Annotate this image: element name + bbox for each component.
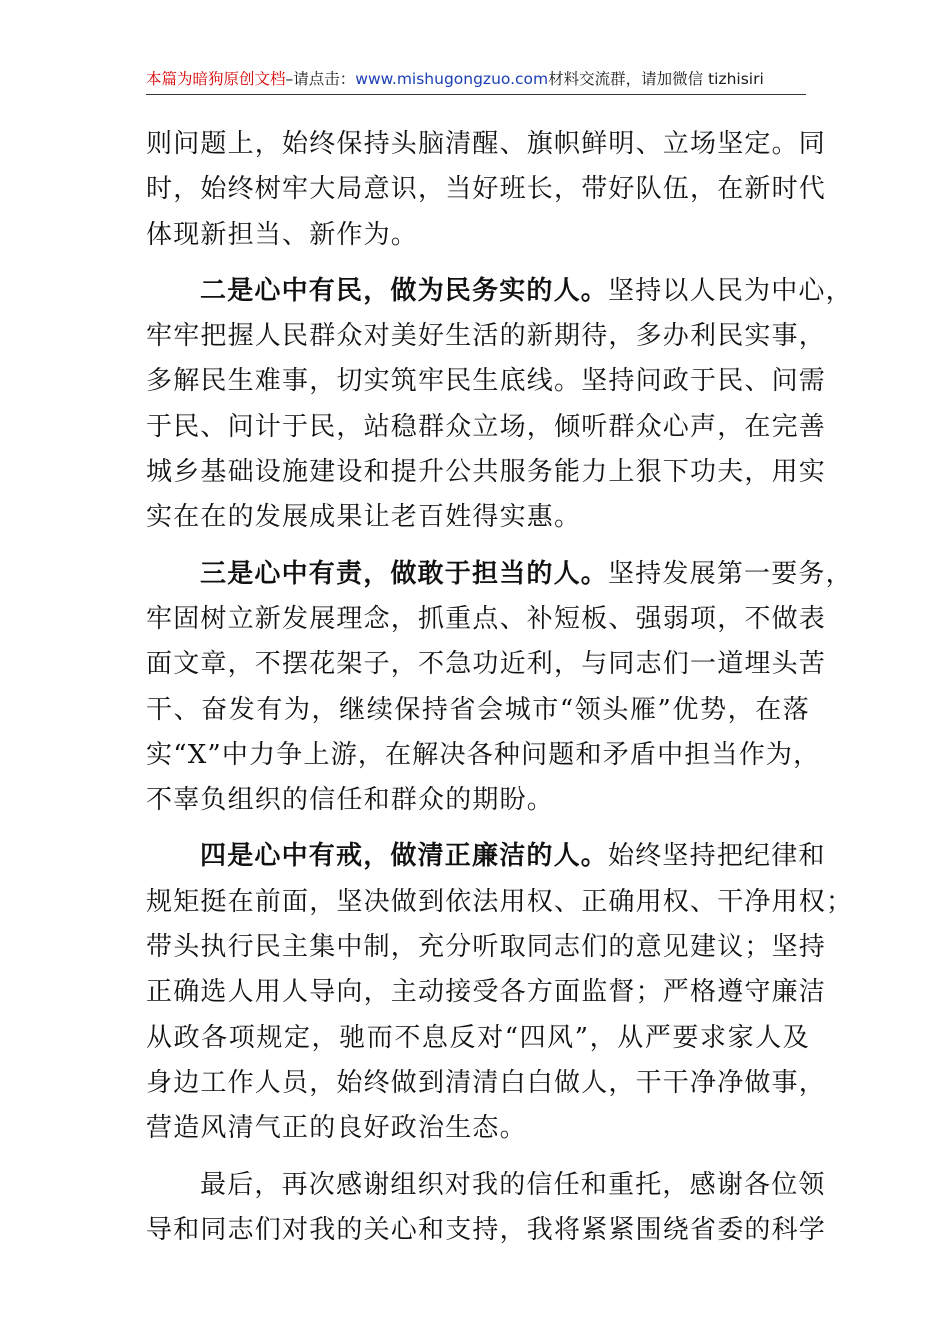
text-line: 带头执行民主集中制，充分听取同志们的意见建议；坚持 — [146, 932, 827, 963]
paragraph-discipline — [146, 834, 854, 1151]
paragraph-heading: 三是心中有责，做敢于担当的人。 — [200, 558, 609, 589]
page-header — [146, 68, 806, 90]
text-line: 不辜负组织的信任和群众的期盼。 — [146, 785, 555, 816]
text-line: 营造风清气正的良好政治生态。 — [146, 1113, 527, 1144]
text-line: 则问题上，始终保持头脑清醒、旗帜鲜明、立场坚定。同 — [146, 129, 827, 159]
header-link[interactable]: www.mishugongzuo.com — [355, 70, 549, 88]
header-title: 本篇为暗狗原创文档 — [146, 70, 286, 88]
text-line: 牢固树立新发展理念，抓重点、补短板、强弱项，不做表 — [146, 603, 827, 634]
text-line: 于民、问计于民，站稳群众立场，倾听群众心声，在完善 — [146, 411, 827, 442]
text-line: 最后，再次感谢组织对我的信任和重托，感谢各位领 — [200, 1169, 826, 1200]
text-line: 身边工作人员，始终做到清清白白做人，干干净净做事， — [146, 1067, 827, 1098]
text-line: 干、奋发有为，继续保持省会城市“领头雁”优势，在落 — [146, 694, 810, 725]
header-contact: 材料交流群，请加微信 tizhisiri — [548, 70, 764, 88]
paragraph-responsibility — [146, 552, 853, 824]
text-line: 实在在的发展成果让老百姓得实惠。 — [146, 502, 582, 533]
text-line: 从政各项规定，驰而不息反对“四风”，从严要求家人及 — [146, 1022, 810, 1053]
paragraph-heading: 四是心中有戒，做清正廉洁的人。 — [200, 841, 609, 872]
header-divider — [146, 94, 806, 95]
paragraph-people — [146, 269, 853, 541]
paragraph-continuation — [146, 122, 827, 258]
text-line — [146, 552, 853, 597]
paragraph-heading: 二是心中有民，做为民务实的人。 — [200, 275, 609, 306]
text-line: 城乡基础设施建设和提升公共服务能力上狠下功夫，用实 — [146, 457, 827, 488]
text-run: 坚持以人民为中心， — [608, 275, 853, 306]
text-run: 始终坚持把纪律和 — [608, 841, 826, 872]
paragraph-closing — [146, 1163, 827, 1254]
text-line — [146, 269, 853, 314]
text-line: 牢牢把握人民群众对美好生活的新期待，多办利民实事， — [146, 321, 827, 352]
text-line: 规矩挺在前面，坚决做到依法用权、正确用权、干净用权； — [146, 886, 854, 917]
text-line: 实“X”中力争上游，在解决各种问题和矛盾中担当作为， — [146, 739, 821, 770]
text-line: 体现新担当、新作为。 — [146, 219, 419, 250]
text-run: 坚持发展第一要务， — [608, 558, 853, 589]
document-body — [146, 122, 854, 1253]
text-line: 时，始终树牢大局意识，当好班长，带好队伍，在新时代 — [146, 174, 827, 205]
text-line: 导和同志们对我的关心和支持，我将紧紧围绕省委的科学 — [146, 1214, 827, 1245]
text-line — [146, 834, 826, 879]
text-line: 面文章，不摆花架子，不急功近利，与同志们一道埋头苦 — [146, 649, 827, 680]
header-prompt: –请点击： — [285, 70, 356, 88]
text-line: 正确选人用人导向，主动接受各方面监督；严格遵守廉洁 — [146, 977, 827, 1008]
text-line: 多解民生难事，切实筑牢民生底线。坚持问政于民、问需 — [146, 366, 827, 397]
